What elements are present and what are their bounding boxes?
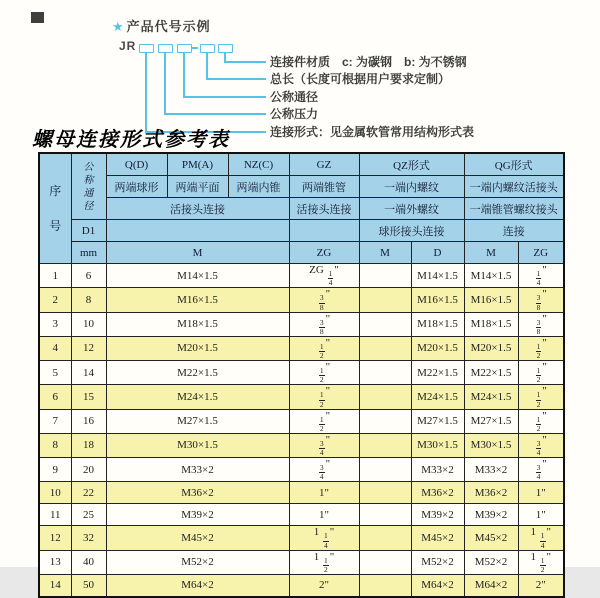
table-cell: 3 <box>39 312 71 336</box>
code-box-2 <box>158 44 173 53</box>
header-gz-conn: 活接头连接 <box>289 198 359 220</box>
header-qg-row3: 一端锥管螺纹接头 <box>464 198 564 220</box>
table-cell: $\frac{1}{2}$ " <box>289 336 359 360</box>
table-cell: M14×1.5 <box>464 264 518 288</box>
table-row <box>39 288 564 312</box>
table-cell: M27×1.5 <box>106 409 289 433</box>
table-cell: M24×1.5 <box>411 385 464 409</box>
table-cell: $\frac{1}{2}$ " <box>518 361 564 385</box>
table-cell: 1" <box>518 504 564 526</box>
table-cell: 11 <box>39 504 71 526</box>
table-cell: 1" <box>289 482 359 504</box>
table-cell <box>359 336 411 360</box>
table-cell: $\frac{3}{8}$ " <box>289 312 359 336</box>
table-cell: 2 <box>39 288 71 312</box>
table-cell <box>359 385 411 409</box>
table-cell <box>359 433 411 457</box>
table-cell: $\frac{3}{8}$ " <box>289 288 359 312</box>
header-gz-unit: ZG <box>289 242 359 264</box>
header-m: M <box>106 242 289 264</box>
header-d1: D1 <box>71 220 106 242</box>
table-cell: 10 <box>71 312 106 336</box>
table-cell: 2" <box>289 574 359 597</box>
table-cell: $\frac{3}{4}$ " <box>289 458 359 482</box>
table-cell: 6 <box>71 264 106 288</box>
table-cell <box>359 574 411 597</box>
table-cell: 50 <box>71 574 106 597</box>
header-gz-code: GZ <box>289 153 359 176</box>
table-row <box>39 385 564 409</box>
table-cell: $\frac{1}{2}$ " <box>289 409 359 433</box>
table-cell: M64×2 <box>464 574 518 597</box>
table-cell: M64×2 <box>411 574 464 597</box>
table-cell: M52×2 <box>106 550 289 574</box>
table-cell: M22×1.5 <box>464 361 518 385</box>
table-cell: 22 <box>71 482 106 504</box>
table-cell: M33×2 <box>464 458 518 482</box>
table-cell: 16 <box>71 409 106 433</box>
table-cell: 4 <box>39 336 71 360</box>
table-cell: 12 <box>71 336 106 360</box>
table-row <box>39 361 564 385</box>
table-cell: M33×2 <box>411 458 464 482</box>
table-cell: $\frac{1}{2}$ " <box>518 336 564 360</box>
table-cell: 5 <box>39 361 71 385</box>
header-mm: mm <box>71 242 106 264</box>
table-cell: $\frac{1}{4}$ " <box>518 264 564 288</box>
header-qg-u2: ZG <box>518 242 564 264</box>
table-cell: 6 <box>39 385 71 409</box>
header-dn: 公称通径 <box>71 153 106 220</box>
table-cell <box>359 312 411 336</box>
header-qg-row2: 一端内螺纹活接头 <box>464 176 564 198</box>
table-row <box>39 482 564 504</box>
table-cell: 8 <box>71 288 106 312</box>
table-cell: 8 <box>39 433 71 457</box>
table-cell: M22×1.5 <box>411 361 464 385</box>
table-cell: M18×1.5 <box>464 312 518 336</box>
header-pm-desc: 两端平面 <box>167 176 228 198</box>
table-cell: 7 <box>39 409 71 433</box>
table-cell: 1 $\frac{1}{4}$ " <box>518 526 564 550</box>
table-cell: $\frac{3}{4}$ " <box>289 433 359 457</box>
table-cell <box>359 409 411 433</box>
table-cell: M30×1.5 <box>464 433 518 457</box>
table-cell: $\frac{1}{2}$ " <box>518 385 564 409</box>
table-cell: M20×1.5 <box>106 336 289 360</box>
legend-title <box>112 16 211 35</box>
table-cell: M20×1.5 <box>411 336 464 360</box>
connector-line <box>164 53 166 114</box>
legend-label-pressure: 公称压力 <box>270 107 319 121</box>
table-cell: 2" <box>518 574 564 597</box>
table-cell <box>359 288 411 312</box>
code-dash <box>191 47 198 49</box>
table-row <box>39 312 564 336</box>
table-cell <box>359 482 411 504</box>
table-cell: $\frac{3}{8}$ " <box>518 312 564 336</box>
header-live-conn: 活接头连接 <box>106 198 289 220</box>
table-cell: M16×1.5 <box>411 288 464 312</box>
code-box-5 <box>218 44 233 53</box>
header-qg-code: QG形式 <box>464 153 564 176</box>
table-cell: $\frac{1}{2}$ " <box>289 385 359 409</box>
table-cell: 1 $\frac{1}{2}$ " <box>289 550 359 574</box>
connector-line <box>224 61 266 63</box>
table-cell: M18×1.5 <box>411 312 464 336</box>
connector-line <box>183 96 266 98</box>
code-box-4 <box>200 44 215 53</box>
header-blank-left <box>106 220 289 242</box>
table-row <box>39 574 564 597</box>
table-cell: M33×2 <box>106 458 289 482</box>
table-cell: M27×1.5 <box>464 409 518 433</box>
table-cell: 10 <box>39 482 71 504</box>
table-row <box>39 433 564 457</box>
legend-label-diameter: 公称通径 <box>270 90 319 104</box>
corner-mark <box>31 12 44 23</box>
table-cell: $\frac{3}{4}$ " <box>518 433 564 457</box>
legend-label-conn-form: 连接形式：见金属软管常用结构形式表 <box>270 125 475 139</box>
header-qz-code: QZ形式 <box>359 153 464 176</box>
code-box-3 <box>177 44 192 53</box>
header-qz-u1: M <box>359 242 411 264</box>
table-cell: 1 $\frac{1}{2}$ " <box>518 550 564 574</box>
table-cell: M30×1.5 <box>411 433 464 457</box>
table-cell: M24×1.5 <box>106 385 289 409</box>
header-gz-desc: 两端锥管 <box>289 176 359 198</box>
table-cell: M18×1.5 <box>106 312 289 336</box>
table-cell: 18 <box>71 433 106 457</box>
table-cell: $\frac{1}{2}$ " <box>518 409 564 433</box>
table-cell <box>359 361 411 385</box>
table-cell: 9 <box>39 458 71 482</box>
table-cell: 14 <box>39 574 71 597</box>
header-q-code: Q(D) <box>106 153 167 176</box>
table-body <box>39 264 564 597</box>
table-row <box>39 458 564 482</box>
table-row <box>39 504 564 526</box>
table-cell: M39×2 <box>464 504 518 526</box>
connector-line <box>206 53 208 79</box>
table-title: 螺母连接形式参考表 <box>32 127 230 151</box>
table-cell: M16×1.5 <box>464 288 518 312</box>
table-row <box>39 550 564 574</box>
table-cell: M30×1.5 <box>106 433 289 457</box>
table-cell: $\frac{3}{4}$ " <box>518 458 564 482</box>
connector-line <box>164 113 266 115</box>
table-row <box>39 264 564 288</box>
table-cell: M45×2 <box>411 526 464 550</box>
table-cell: M36×2 <box>464 482 518 504</box>
legend-title-text: 产品代号示例 <box>126 19 211 34</box>
table-cell <box>359 550 411 574</box>
table-cell: M14×1.5 <box>411 264 464 288</box>
code-box-1 <box>139 44 154 53</box>
table-cell: M52×2 <box>411 550 464 574</box>
header-nz-desc: 两端内锥 <box>228 176 289 198</box>
table-cell: 1 <box>39 264 71 288</box>
header-qg-row4: 连接 <box>464 220 564 242</box>
table-cell: 25 <box>71 504 106 526</box>
table-cell: M45×2 <box>106 526 289 550</box>
star-icon: ★ <box>112 19 125 34</box>
product-code-prefix: JR <box>119 39 137 53</box>
header-blank-gz <box>289 220 359 242</box>
table-cell: M27×1.5 <box>411 409 464 433</box>
table-cell: 20 <box>71 458 106 482</box>
table-cell: 14 <box>71 361 106 385</box>
header-q-desc: 两端球形 <box>106 176 167 198</box>
table-cell: M22×1.5 <box>106 361 289 385</box>
table-cell: M24×1.5 <box>464 385 518 409</box>
header-pm-code: PM(A) <box>167 153 228 176</box>
legend-label-material: 连接件材质 c: 为碳钢 b: 为不锈钢 <box>270 55 467 69</box>
table-row <box>39 526 564 550</box>
table-cell: ZG $\frac{1}{4}$ " <box>289 264 359 288</box>
header-seq: 序号 <box>39 153 71 264</box>
table-cell: M39×2 <box>106 504 289 526</box>
table-cell: M45×2 <box>464 526 518 550</box>
table-cell: 15 <box>71 385 106 409</box>
table-cell: 13 <box>39 550 71 574</box>
header-qg-u1: M <box>464 242 518 264</box>
table-cell: M36×2 <box>106 482 289 504</box>
table-cell: 12 <box>39 526 71 550</box>
header-qz-row2: 一端内螺纹 <box>359 176 464 198</box>
connector-line <box>183 53 185 97</box>
legend-label-length: 总长（长度可根据用户要求定制） <box>270 72 451 86</box>
table-cell: M36×2 <box>411 482 464 504</box>
table-cell: 32 <box>71 526 106 550</box>
header-qz-row3: 一端外螺纹 <box>359 198 464 220</box>
table-cell: M20×1.5 <box>464 336 518 360</box>
nut-connection-table <box>38 152 565 598</box>
connector-line <box>145 53 147 132</box>
table-cell <box>359 458 411 482</box>
table-cell <box>359 264 411 288</box>
table-cell: 1 $\frac{1}{4}$ " <box>289 526 359 550</box>
table-cell: 40 <box>71 550 106 574</box>
header-nz-code: NZ(C) <box>228 153 289 176</box>
table-cell: 1" <box>518 482 564 504</box>
table-row <box>39 336 564 360</box>
table-cell: M64×2 <box>106 574 289 597</box>
table-cell: M39×2 <box>411 504 464 526</box>
table-cell <box>359 504 411 526</box>
table-row <box>39 409 564 433</box>
header-qz-row4: 球形接头连接 <box>359 220 464 242</box>
connector-line <box>206 78 266 80</box>
table-cell: M14×1.5 <box>106 264 289 288</box>
header-qz-u2: D <box>411 242 464 264</box>
table-cell: $\frac{3}{8}$ " <box>518 288 564 312</box>
table-cell: $\frac{1}{2}$ " <box>289 361 359 385</box>
table-cell: 1" <box>289 504 359 526</box>
table-cell: M16×1.5 <box>106 288 289 312</box>
table-cell: M52×2 <box>464 550 518 574</box>
table-cell <box>359 526 411 550</box>
